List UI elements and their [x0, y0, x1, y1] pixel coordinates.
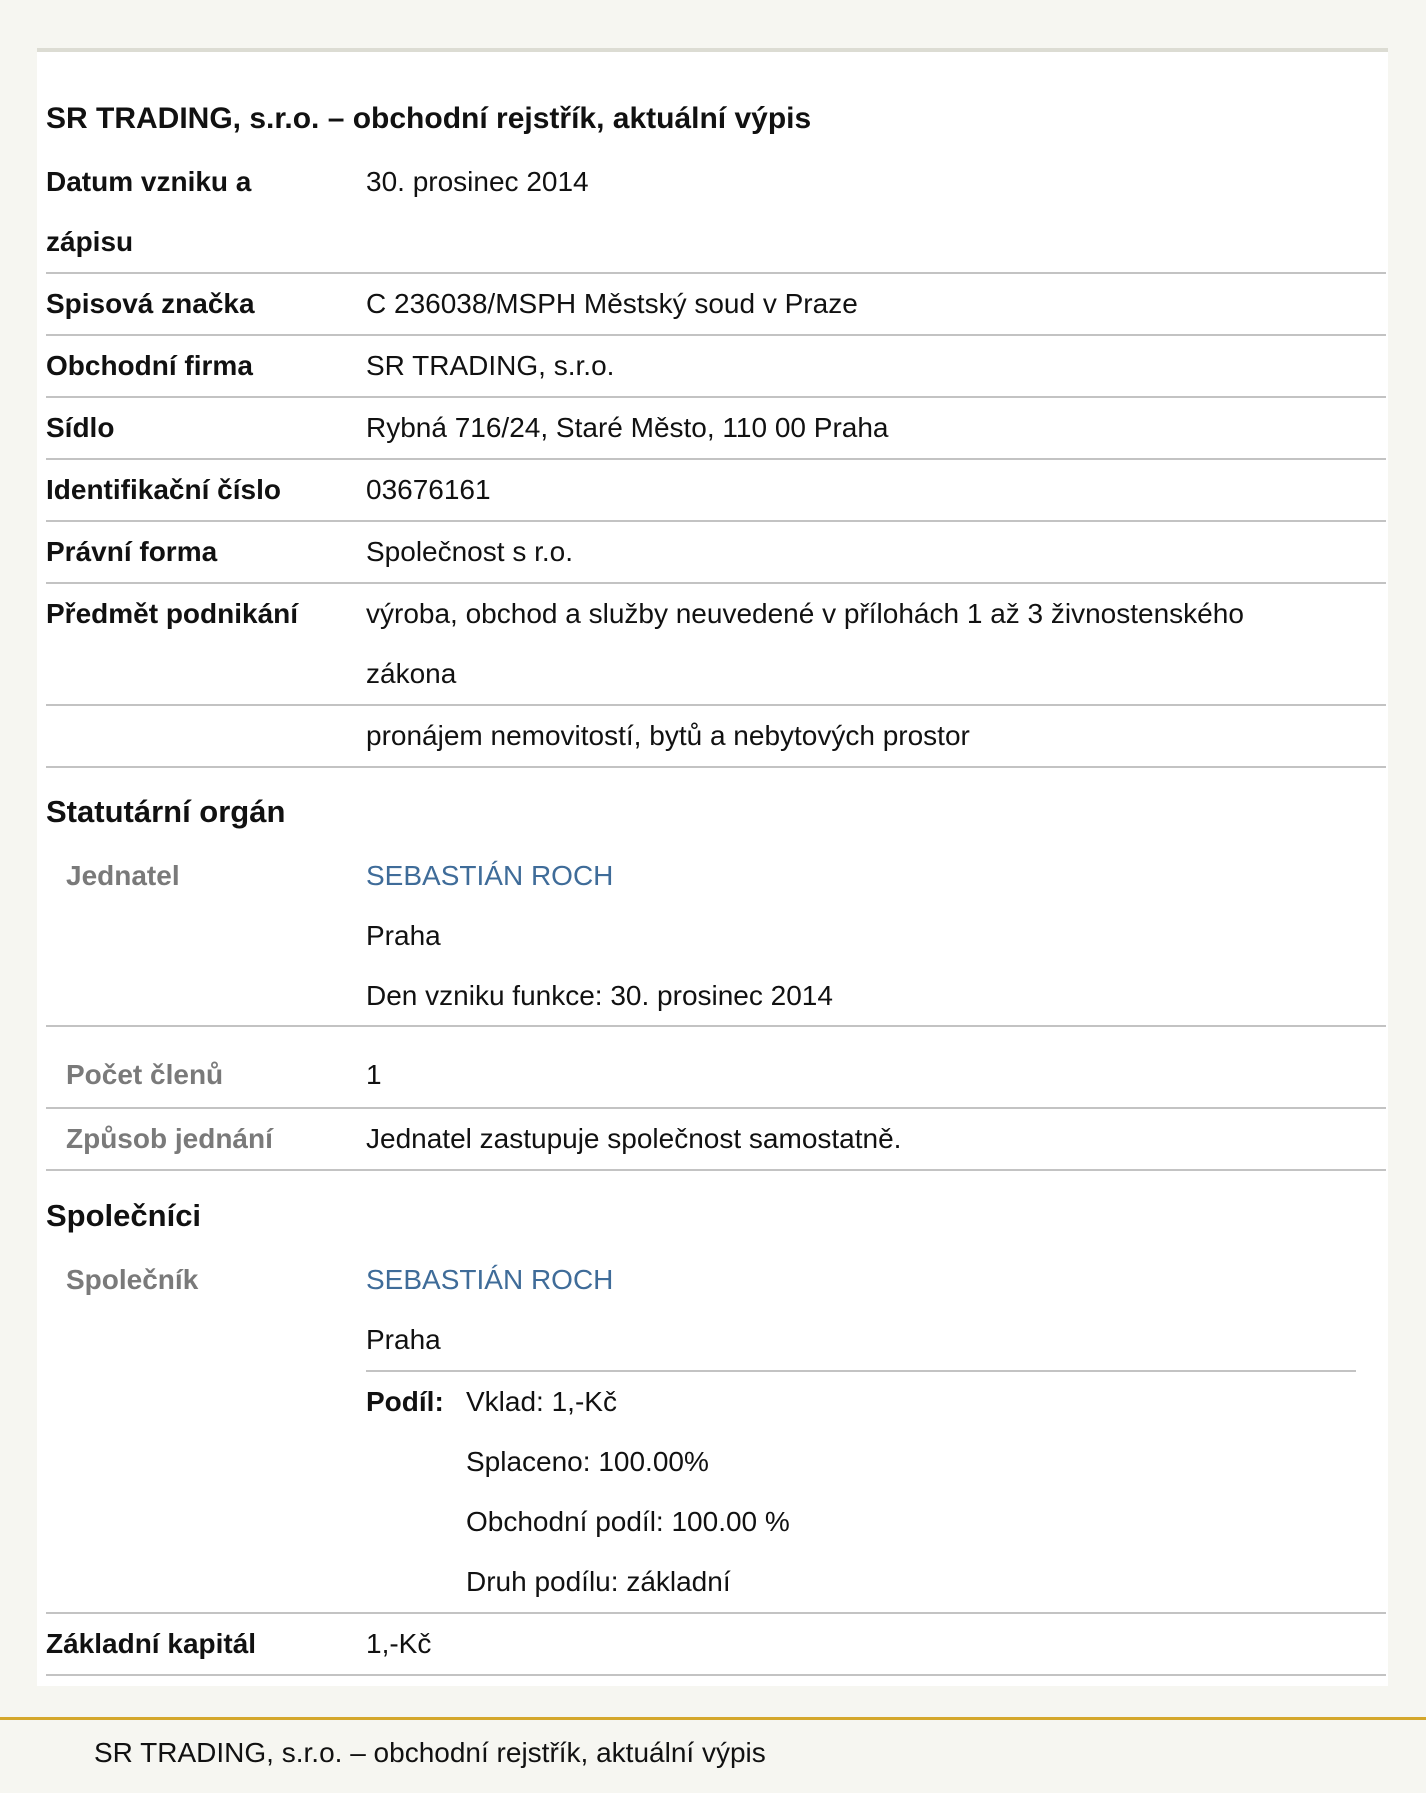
- sidlo-value: Rybná 716/24, Staré Město, 110 00 Praha: [366, 412, 889, 443]
- spolecnik-city: Praha: [366, 1324, 441, 1355]
- firma-label: Obchodní firma: [46, 350, 253, 381]
- ico-value: 03676161: [366, 474, 491, 505]
- footer-title: SR TRADING, s.r.o. – obchodní rejstřík, aktuální výpis: [94, 1737, 766, 1768]
- ico-label: Identifikační číslo: [46, 474, 281, 505]
- spolecnik-label: Společník: [66, 1264, 199, 1295]
- predmet-value-1: [366, 584, 1386, 704]
- predmet-value-2: pronájem nemovitostí, bytů a nebytových prostor: [366, 720, 970, 751]
- zpusob-value: Jednatel zastupuje společnost samostatně.: [366, 1123, 902, 1154]
- datum-label-line2: zápisu: [46, 226, 134, 257]
- spisova-label: Spisová značka: [46, 288, 255, 319]
- splaceno-value: Splaceno: 100.00%: [466, 1446, 709, 1477]
- jednatel-label: Jednatel: [66, 860, 180, 891]
- jednatel-city: Praha: [366, 920, 441, 951]
- spisova-value: C 236038/MSPH Městský soud v Praze: [366, 288, 858, 319]
- pocet-value: 1: [366, 1059, 382, 1090]
- druh-podilu-value: Druh podílu: základní: [466, 1566, 731, 1597]
- page-title: SR TRADING, s.r.o. – obchodní rejstřík, aktuální výpis: [46, 102, 812, 135]
- forma-value: Společnost s r.o.: [366, 536, 574, 567]
- datum-value: 30. prosinec 2014: [366, 166, 589, 197]
- datum-label-line1: Datum vzniku a: [46, 166, 252, 197]
- jednatel-name-link[interactable]: SEBASTIÁN ROCH: [366, 860, 614, 891]
- datum-label: [46, 152, 346, 272]
- kapital-value: 1,-Kč: [366, 1628, 432, 1659]
- spolecnik-name-link[interactable]: SEBASTIÁN ROCH: [366, 1264, 614, 1295]
- statutarni-heading: Statutární orgán: [46, 794, 286, 829]
- sidlo-label: Sídlo: [46, 412, 115, 443]
- kapital-label: Základní kapitál: [46, 1628, 257, 1659]
- podil-label: Podíl:: [366, 1386, 444, 1417]
- predmet-value-1-line2: zákona: [366, 658, 457, 689]
- predmet-label: Předmět podnikání: [46, 598, 299, 629]
- forma-label: Právní forma: [46, 536, 218, 567]
- spolecnici-heading: Společníci: [46, 1198, 202, 1233]
- obchodni-podil-value: Obchodní podíl: 100.00 %: [466, 1506, 790, 1537]
- predmet-value-1-line1: výroba, obchod a služby neuvedené v přílohách 1 až 3 živnostenského: [366, 598, 1244, 629]
- firma-value: SR TRADING, s.r.o.: [366, 350, 615, 381]
- jednatel-since: Den vzniku funkce: 30. prosinec 2014: [366, 980, 833, 1011]
- row-divider: [46, 1169, 1386, 1171]
- zpusob-label: Způsob jednání: [66, 1123, 273, 1154]
- vklad-value: Vklad: 1,-Kč: [466, 1386, 617, 1417]
- row-divider: [46, 1025, 1386, 1027]
- row-divider: [46, 766, 1386, 768]
- row-divider: [46, 1674, 1386, 1676]
- pocet-label: Počet členů: [66, 1059, 224, 1090]
